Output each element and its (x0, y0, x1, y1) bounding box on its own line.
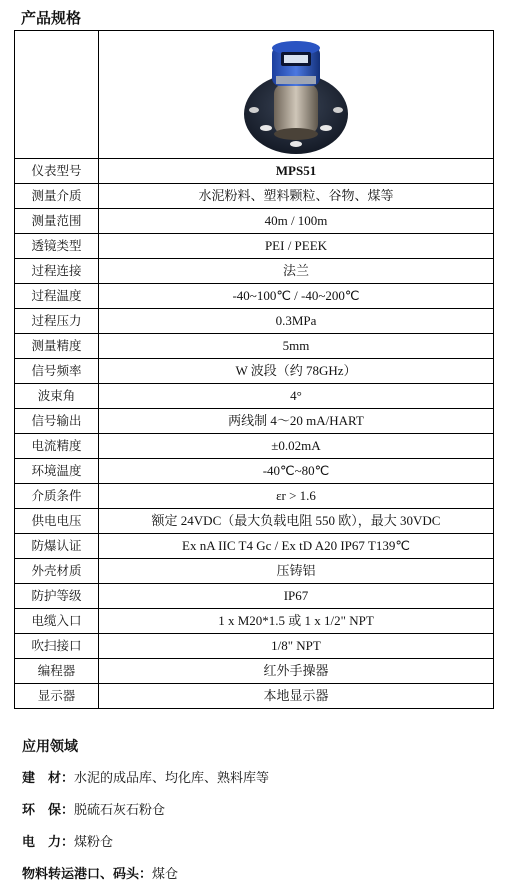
application-key: 物料转运港口、码头： (22, 867, 153, 882)
spec-value: εr > 1.6 (99, 484, 494, 509)
spec-value: 法兰 (99, 259, 494, 284)
spec-label: 波束角 (15, 384, 99, 409)
spec-label: 仪表型号 (15, 159, 99, 184)
spec-value: 两线制 4～20 mA/HART (99, 409, 494, 434)
applications-section-title: 应用领域 (22, 739, 78, 755)
spec-row (15, 659, 494, 684)
spec-value: Ex nA IIC T4 Gc / Ex tD A20 IP67 T139℃ (99, 534, 494, 559)
spec-label: 测量介质 (15, 184, 99, 209)
spec-value: 1 x M20*1.5 或 1 x 1/2" NPT (99, 609, 494, 634)
spec-value: -40~100℃ / -40~200℃ (99, 284, 494, 309)
spec-label: 电缆入口 (15, 609, 99, 634)
image-row (15, 31, 494, 159)
image-row-label (15, 31, 99, 159)
spec-row (15, 459, 494, 484)
spec-label: 供电电压 (15, 509, 99, 534)
spec-value: 水泥粉料、塑料颗粒、谷物、煤等 (99, 184, 494, 209)
spec-row (15, 484, 494, 509)
spec-value: 0.3MPa (99, 309, 494, 334)
spec-label: 信号输出 (15, 409, 99, 434)
spec-label: 信号频率 (15, 359, 99, 384)
spec-value: ±0.02mA (99, 434, 494, 459)
spec-value: 5mm (99, 334, 494, 359)
spec-row (15, 534, 494, 559)
spec-label: 防爆认证 (15, 534, 99, 559)
spec-row (15, 359, 494, 384)
spec-section-title: 产品规格 (21, 9, 82, 27)
spec-row (15, 609, 494, 634)
spec-row (15, 184, 494, 209)
spec-label: 过程连接 (15, 259, 99, 284)
application-value: 煤粉仓 (74, 835, 114, 850)
product-image (236, 36, 356, 154)
product-image-cell (99, 31, 494, 159)
spec-value: 压铸铝 (99, 559, 494, 584)
spec-value: 红外手操器 (99, 659, 494, 684)
spec-value: 1/8" NPT (99, 634, 494, 659)
spec-row (15, 634, 494, 659)
application-value: 水泥的成品库、均化库、熟料库等 (74, 771, 270, 786)
application-key: 环 保： (22, 803, 75, 818)
spec-value: PEI / PEEK (99, 234, 494, 259)
spec-label: 透镜类型 (15, 234, 99, 259)
spec-label: 测量精度 (15, 334, 99, 359)
spec-row (15, 309, 494, 334)
spec-table (14, 30, 494, 709)
application-item (22, 863, 178, 882)
spec-value: 额定 24VDC（最大负载电阻 550 欧），最大 30VDC (99, 509, 494, 534)
spec-label: 过程压力 (15, 309, 99, 334)
spec-row (15, 284, 494, 309)
spec-row (15, 559, 494, 584)
spec-row (15, 334, 494, 359)
spec-label: 吹扫接口 (15, 634, 99, 659)
spec-value: MPS51 (99, 159, 494, 184)
spec-label: 编程器 (15, 659, 99, 684)
spec-row (15, 259, 494, 284)
spec-label: 介质条件 (15, 484, 99, 509)
spec-label: 外壳材质 (15, 559, 99, 584)
spec-row (15, 234, 494, 259)
spec-row (15, 684, 494, 709)
application-value: 煤仓 (152, 867, 179, 882)
spec-row (15, 159, 494, 184)
application-key: 电 力： (22, 835, 75, 850)
spec-label: 测量范围 (15, 209, 99, 234)
application-item (22, 799, 165, 818)
spec-value: 4° (99, 384, 494, 409)
application-key: 建 材： (22, 771, 75, 786)
spec-label: 防护等级 (15, 584, 99, 609)
spec-row (15, 409, 494, 434)
spec-value: 40m / 100m (99, 209, 494, 234)
spec-row (15, 584, 494, 609)
spec-label: 显示器 (15, 684, 99, 709)
spec-value: IP67 (99, 584, 494, 609)
spec-value: W 波段（约 78GHz） (99, 359, 494, 384)
spec-value: 本地显示器 (99, 684, 494, 709)
spec-label: 过程温度 (15, 284, 99, 309)
application-item (22, 831, 113, 850)
application-item (22, 767, 269, 786)
spec-row (15, 434, 494, 459)
spec-label: 环境温度 (15, 459, 99, 484)
spec-label: 电流精度 (15, 434, 99, 459)
spec-value: -40℃~80℃ (99, 459, 494, 484)
application-value: 脱硫石灰石粉仓 (74, 803, 166, 818)
spec-row (15, 209, 494, 234)
spec-row (15, 384, 494, 409)
spec-row (15, 509, 494, 534)
